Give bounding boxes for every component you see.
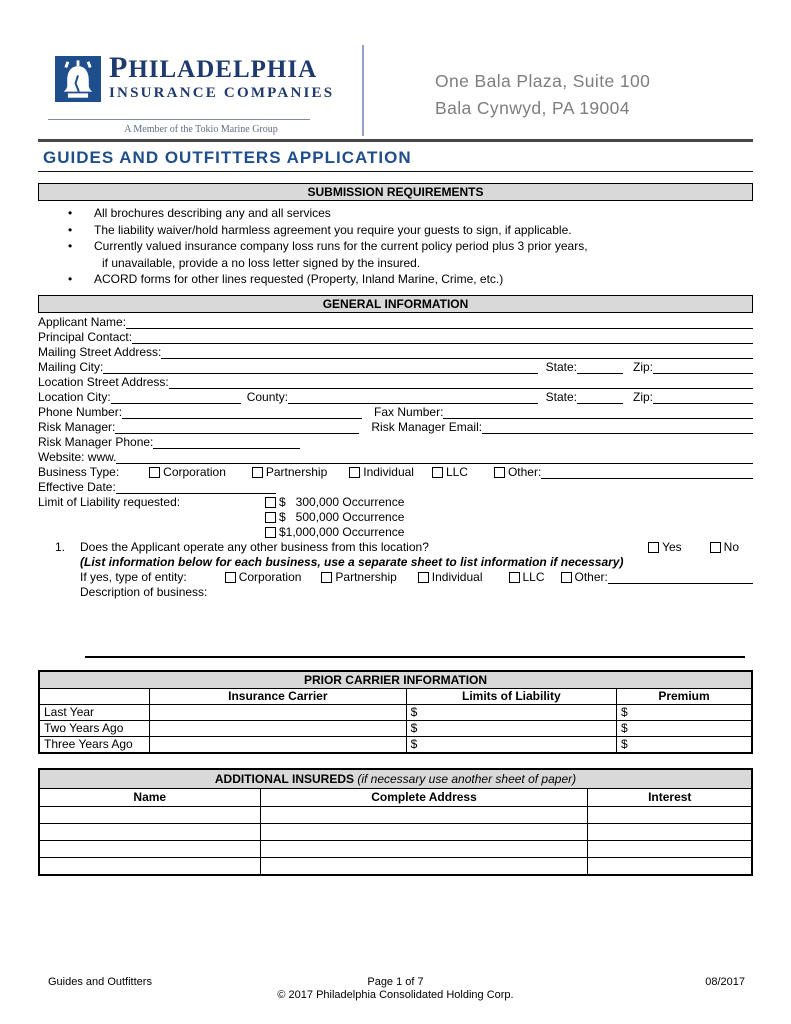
prior-limits-cell[interactable]: $ xyxy=(406,736,616,753)
entity-corporation-checkbox[interactable] xyxy=(225,572,236,583)
mailing-city-input[interactable] xyxy=(103,361,537,374)
insured-interest-cell[interactable] xyxy=(588,806,752,823)
risk-manager-phone-row xyxy=(38,434,753,449)
submission-requirements-list xyxy=(38,205,753,288)
insured-address-cell[interactable] xyxy=(260,806,588,823)
business-partnership-checkbox[interactable] xyxy=(252,467,263,478)
description-label: Description of business: xyxy=(80,584,208,599)
prior-premium-cell[interactable]: $ xyxy=(617,720,753,736)
risk-manager-input[interactable] xyxy=(115,421,359,434)
location-street-row xyxy=(38,374,753,389)
table-row xyxy=(39,704,752,720)
additional-insureds-title: ADDITIONAL INSUREDS xyxy=(214,771,358,786)
location-city-row xyxy=(38,389,753,404)
question1-note-row xyxy=(38,554,753,569)
business-corporation-label: Corporation xyxy=(163,464,226,479)
phone-fax-row xyxy=(38,404,753,419)
business-other-input[interactable] xyxy=(541,466,753,479)
table-row xyxy=(39,823,752,840)
insured-interest-cell[interactable] xyxy=(588,857,752,875)
prior-carrier-cell[interactable] xyxy=(150,720,407,736)
limit-1m-checkbox[interactable] xyxy=(265,527,276,538)
bullet-icon: • xyxy=(68,239,73,253)
general-information-fields xyxy=(38,314,753,599)
phone-label: Phone Number: xyxy=(38,404,123,419)
effective-date-label: Effective Date: xyxy=(38,479,116,494)
business-type-row xyxy=(38,464,753,479)
risk-manager-email-label: Risk Manager Email: xyxy=(371,419,483,434)
entity-other-input[interactable] xyxy=(608,571,753,584)
applicant-name-input[interactable] xyxy=(126,316,753,329)
description-write-area[interactable] xyxy=(38,599,753,656)
mailing-street-row xyxy=(38,344,753,359)
entity-partnership-label: Partnership xyxy=(335,569,397,584)
table-row xyxy=(39,806,752,823)
location-city-label: Location City: xyxy=(38,389,111,404)
company-name-line2: INSURANCE COMPANIES xyxy=(109,85,335,101)
prior-premium-cell[interactable]: $ xyxy=(617,704,753,720)
limit-500k-checkbox[interactable] xyxy=(265,512,276,523)
limit-option-row-2 xyxy=(38,509,753,524)
business-type-label: Business Type: xyxy=(38,464,120,479)
location-state-input[interactable] xyxy=(577,391,623,404)
section-header-general-information: GENERAL INFORMATION xyxy=(38,295,753,313)
footer-page-number: Page 1 of 7 xyxy=(367,976,424,988)
applicant-name-row xyxy=(38,314,753,329)
question1-yes-label: Yes xyxy=(662,539,682,554)
insureds-col-interest: Interest xyxy=(588,788,752,806)
table-header-row xyxy=(39,788,752,806)
table-row xyxy=(39,840,752,857)
business-individual-label: Individual xyxy=(363,464,414,479)
insured-address-cell[interactable] xyxy=(260,840,588,857)
additional-insureds-table xyxy=(38,768,753,876)
risk-manager-phone-input[interactable] xyxy=(153,436,300,449)
company-name-line1: PHILADELPHIA xyxy=(109,51,318,84)
insured-address-cell[interactable] xyxy=(260,857,588,875)
additional-insureds-note: (if necessary use another sheet of paper) xyxy=(357,771,577,786)
prior-limits-cell[interactable]: $ xyxy=(406,720,616,736)
description-write-line[interactable] xyxy=(85,656,745,658)
entity-other-label: Other: xyxy=(574,569,608,584)
list-item xyxy=(38,222,753,239)
company-tagline: A Member of the Tokio Marine Group xyxy=(124,124,278,135)
address-line1: One Bala Plaza, Suite 100 xyxy=(435,71,651,91)
county-label: County: xyxy=(246,389,289,404)
insured-name-cell[interactable] xyxy=(39,857,260,875)
question1-no-checkbox[interactable] xyxy=(710,542,721,553)
prior-carrier-table xyxy=(38,670,753,754)
prior-col-insurance-carrier: Insurance Carrier xyxy=(150,688,407,704)
business-partnership-label: Partnership xyxy=(265,464,328,479)
table-row xyxy=(39,720,752,736)
footer-center xyxy=(38,976,753,1002)
entity-partnership-checkbox[interactable] xyxy=(321,572,332,583)
list-item xyxy=(38,238,753,271)
entity-type-row xyxy=(38,569,753,584)
location-zip-input[interactable] xyxy=(653,391,753,404)
mailing-city-label: Mailing City: xyxy=(38,359,104,374)
footer-copyright: © 2017 Philadelphia Consolidated Holding Corp. xyxy=(277,989,514,1001)
table-header-row xyxy=(39,688,752,704)
principal-contact-label: Principal Contact: xyxy=(38,329,133,344)
insureds-col-address: Complete Address xyxy=(260,788,588,806)
prior-col-premium: Premium xyxy=(617,688,753,704)
effective-date-row xyxy=(38,479,753,494)
bullet-icon: • xyxy=(68,272,73,286)
limit-500k-label: $ 500,000 Occurrence xyxy=(279,509,405,524)
question1-yes-checkbox[interactable] xyxy=(648,542,659,553)
website-row xyxy=(38,449,753,464)
question1-no-label: No xyxy=(723,539,739,554)
insured-name-cell[interactable] xyxy=(39,806,260,823)
description-row xyxy=(38,584,753,599)
bullet-icon: • xyxy=(68,206,73,220)
list-item xyxy=(38,271,753,288)
bullet-text: Currently valued insurance company loss runs for the current policy period plus 3 prior years, if unavailable, provide a no loss letter signed by the insured. xyxy=(94,239,588,270)
table-row xyxy=(39,857,752,875)
mailing-street-label: Mailing Street Address: xyxy=(38,344,162,359)
business-individual-checkbox[interactable] xyxy=(349,467,360,478)
entity-llc-label: LLC xyxy=(522,569,545,584)
question1-number: 1. xyxy=(55,539,66,554)
risk-manager-email-input[interactable] xyxy=(482,421,753,434)
question1-text: Does the Applicant operate any other business from this location? xyxy=(80,539,429,554)
website-label: Website: www. xyxy=(38,449,117,464)
form-body xyxy=(38,0,753,876)
effective-date-input[interactable] xyxy=(116,481,276,494)
mailing-city-row xyxy=(38,359,753,374)
limit-requested-label: Limit of Liability requested: xyxy=(38,494,181,509)
limit-300k-label: $ 300,000 Occurrence xyxy=(279,494,405,509)
section-header-additional-insureds xyxy=(39,769,752,789)
entity-corporation-label: Corporation xyxy=(238,569,302,584)
address-line2: Bala Cynwyd, PA 19004 xyxy=(435,98,630,118)
mailing-state-label: State: xyxy=(545,359,577,374)
mailing-zip-label: Zip: xyxy=(632,359,653,374)
business-llc-label: LLC xyxy=(445,464,468,479)
prior-premium-cell[interactable]: $ xyxy=(617,736,753,753)
question1-note: (List information below for each business, use a separate sheet to list information if necessary) xyxy=(80,554,624,569)
prior-carrier-cell[interactable] xyxy=(150,704,407,720)
risk-manager-row xyxy=(38,419,753,434)
entity-individual-checkbox[interactable] xyxy=(418,572,429,583)
principal-contact-input[interactable] xyxy=(132,331,753,344)
insured-name-cell[interactable] xyxy=(39,823,260,840)
bullet-icon: • xyxy=(68,222,73,237)
risk-manager-phone-label: Risk Manager Phone: xyxy=(38,434,154,449)
location-street-label: Location Street Address: xyxy=(38,374,169,389)
question1-row xyxy=(38,539,753,554)
footer-date: 08/2017 xyxy=(705,976,745,988)
business-other-label: Other: xyxy=(507,464,542,479)
prior-row-label: Two Years Ago xyxy=(39,720,150,736)
prior-col-blank xyxy=(39,688,150,704)
section-header-prior-carrier: PRIOR CARRIER INFORMATION xyxy=(39,671,752,689)
prior-limits-cell[interactable]: $ xyxy=(406,704,616,720)
mailing-zip-input[interactable] xyxy=(653,361,753,374)
location-city-input[interactable] xyxy=(111,391,241,404)
table-row xyxy=(39,736,752,753)
phone-input[interactable] xyxy=(122,406,362,419)
footer-form-name: Guides and Outfitters xyxy=(48,976,152,988)
insureds-col-name: Name xyxy=(39,788,260,806)
mailing-street-input[interactable] xyxy=(161,346,753,359)
website-input[interactable] xyxy=(116,451,753,464)
insured-name-cell[interactable] xyxy=(39,840,260,857)
fax-label: Fax Number: xyxy=(374,404,444,419)
location-zip-label: Zip: xyxy=(632,389,653,404)
fax-input[interactable] xyxy=(443,406,753,419)
limit-300k-checkbox[interactable] xyxy=(265,497,276,508)
section-header-submission-requirements: SUBMISSION REQUIREMENTS xyxy=(38,183,753,201)
mailing-state-input[interactable] xyxy=(577,361,623,374)
entity-other-checkbox[interactable] xyxy=(561,572,572,583)
top-rule xyxy=(38,139,753,142)
entity-llc-checkbox[interactable] xyxy=(509,572,520,583)
risk-manager-label: Risk Manager: xyxy=(38,419,116,434)
insured-interest-cell[interactable] xyxy=(588,823,752,840)
page-title: GUIDES AND OUTFITTERS APPLICATION xyxy=(38,147,753,172)
bullet-text: All brochures describing any and all services xyxy=(94,206,331,220)
limit-1m-label: $1,000,000 Occurrence xyxy=(279,524,405,539)
prior-row-label: Three Years Ago xyxy=(39,736,150,753)
prior-carrier-cell[interactable] xyxy=(150,736,407,753)
business-corporation-checkbox[interactable] xyxy=(149,467,160,478)
prior-row-label: Last Year xyxy=(39,704,150,720)
prior-col-limits: Limits of Liability xyxy=(406,688,616,704)
principal-contact-row xyxy=(38,329,753,344)
list-item xyxy=(38,205,753,222)
limit-option-row-1 xyxy=(38,494,753,509)
limit-option-row-3 xyxy=(38,524,753,539)
entity-type-label: If yes, type of entity: xyxy=(80,569,187,584)
county-input[interactable] xyxy=(288,391,538,404)
entity-individual-label: Individual xyxy=(431,569,483,584)
bullet-text: ACORD forms for other lines requested (Property, Inland Marine, Crime, etc.) xyxy=(94,272,504,286)
location-state-label: State: xyxy=(545,389,577,404)
business-llc-checkbox[interactable] xyxy=(432,467,443,478)
business-other-checkbox[interactable] xyxy=(494,467,505,478)
insured-interest-cell[interactable] xyxy=(588,840,752,857)
location-street-input[interactable] xyxy=(169,376,753,389)
applicant-name-label: Applicant Name: xyxy=(38,314,127,329)
insured-address-cell[interactable] xyxy=(260,823,588,840)
bullet-text: The liability waiver/hold harmless agreement you require your guests to sign, if applicable. xyxy=(94,222,572,237)
